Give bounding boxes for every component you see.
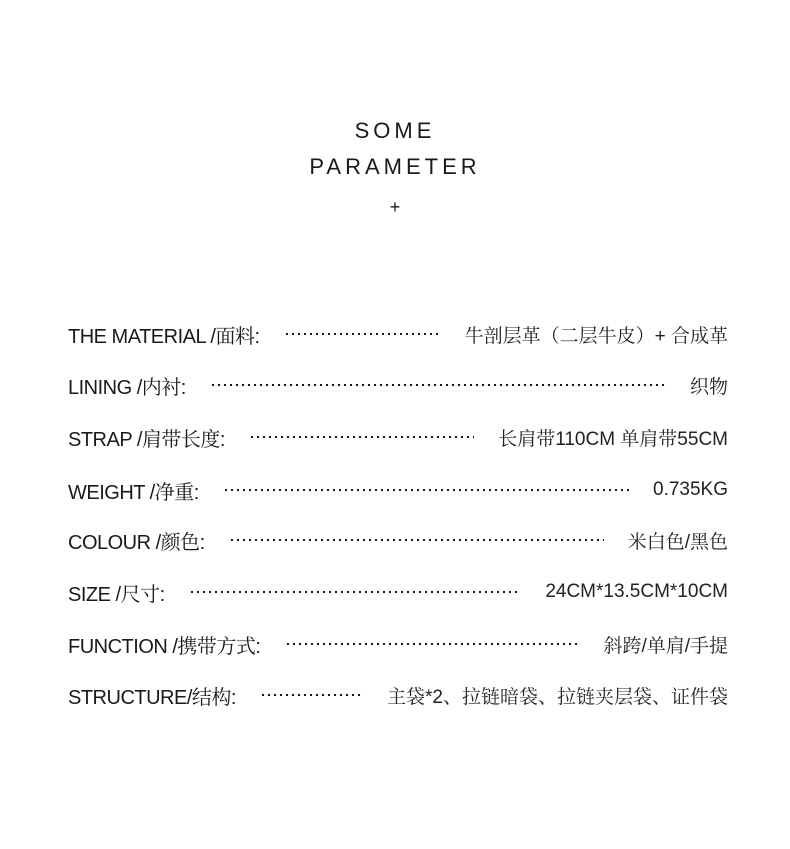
param-row-colour [68,525,728,555]
param-label: STRUCTURE/结构: [68,686,236,709]
dotted-leader [260,694,363,696]
param-label: LINING /内衬: [68,376,186,399]
param-row-lining [68,370,728,400]
dotted-leader [285,643,580,645]
param-value: 织物 [689,376,728,398]
dotted-leader [229,539,604,541]
param-row-structure [68,680,728,710]
param-row-weight [68,475,728,505]
dotted-leader [210,384,666,386]
param-row-strap [68,422,728,452]
param-label: COLOUR /颜色: [68,531,205,554]
dotted-leader [189,591,522,593]
param-value: 主袋*2、拉链暗袋、拉链夹层袋、证件袋 [387,686,728,708]
heading-parameter: PARAMETER [309,154,481,179]
param-value: 长肩带110CM 单肩带55CM [498,428,728,450]
param-label: FUNCTION /携带方式: [68,635,261,658]
param-label: SIZE /尺寸: [68,583,165,606]
param-label: WEIGHT /净重: [68,481,199,504]
param-value: 牛剖层革（二层牛皮）+ 合成革 [464,325,728,347]
param-value: 24CM*13.5CM*10CM [545,581,728,602]
param-value: 0.735KG [653,479,728,500]
param-row-material [68,319,728,349]
heading-some: SOME [354,118,436,143]
dotted-leader [284,333,441,335]
dotted-leader [223,489,629,491]
dotted-leader [249,436,474,438]
param-row-size [68,577,728,607]
param-value: 斜跨/单肩/手提 [603,635,728,657]
param-label: THE MATERIAL /面料: [68,325,260,348]
plus-icon: + [389,197,401,217]
param-value: 米白色/黑色 [627,531,728,553]
param-label: STRAP /肩带长度: [68,428,225,451]
param-row-function [68,629,728,659]
